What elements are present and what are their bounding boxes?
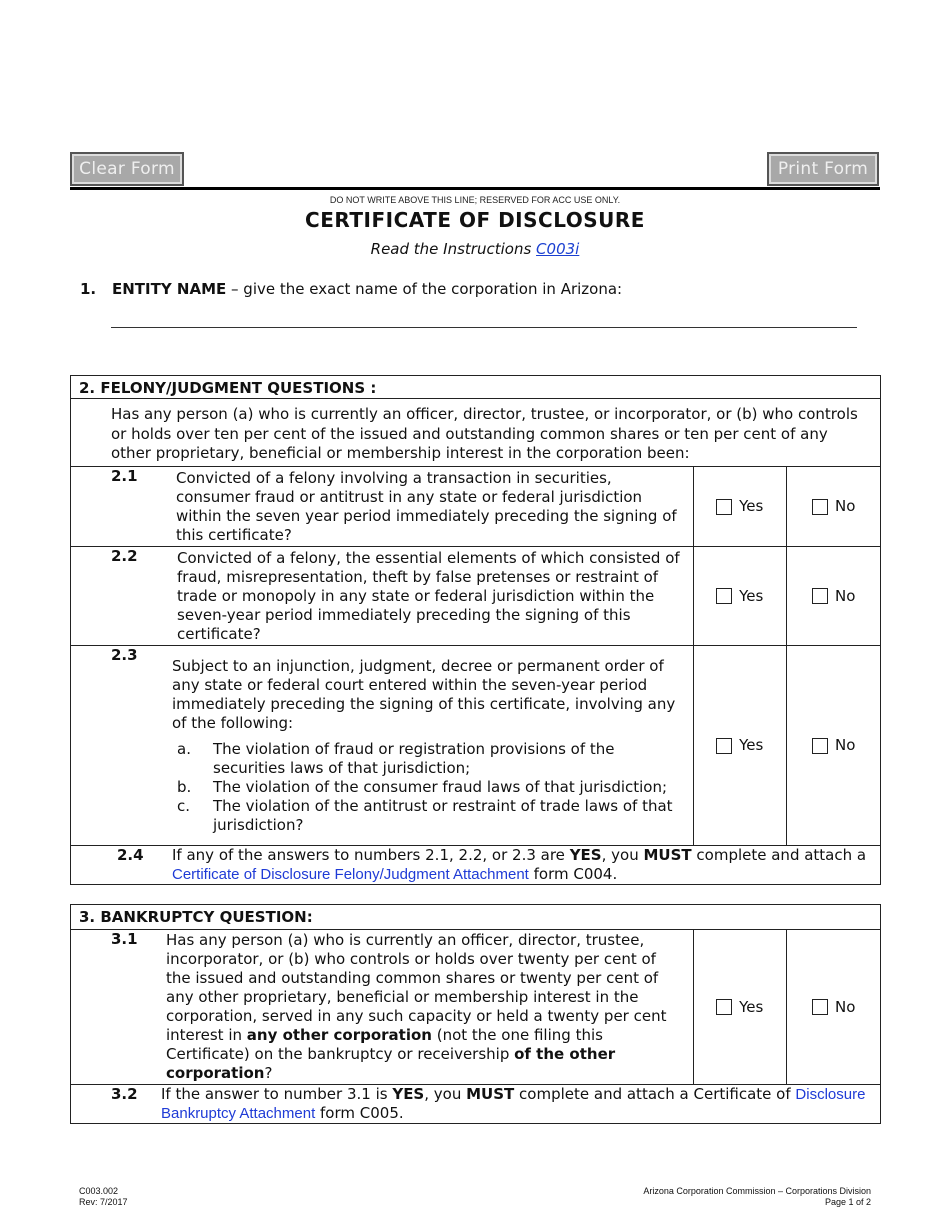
- q23-item-a: a. The violation of fraud or registration provisions of the securities laws of that jurisdiction;: [177, 739, 615, 777]
- question-2-4: 2.4 If any of the answers to numbers 2.1, 2.2, or 2.3 are YES, you MUST complete and attach a Certificate of Disclosure Felony/Judgment Attachment form C004.: [71, 846, 881, 885]
- question-3-1: [71, 930, 694, 1085]
- q31-no-cell: [787, 930, 881, 1085]
- question-3-2: 3.2 If the answer to number 3.1 is YES, you MUST complete and attach a Certificate of Disclosure Bankruptcy Attachment form C005.: [71, 1085, 881, 1124]
- bankruptcy-section: [70, 904, 881, 1124]
- q24-number: 2.4: [117, 846, 144, 864]
- felony-attachment-link[interactable]: Certificate of Disclosure Felony/Judgment Attachment: [172, 866, 529, 883]
- q31-number: 3.1: [111, 930, 138, 948]
- q22-no-label: No: [835, 586, 856, 605]
- q23-item-c: c. The violation of the antitrust or restraint of trade laws of that jurisdiction?: [177, 796, 673, 834]
- print-form-button[interactable]: Print Form: [767, 152, 879, 186]
- q21-yes-cell: [694, 467, 787, 547]
- q23-no-cell: [787, 646, 881, 846]
- q21-number: 2.1: [111, 467, 138, 485]
- footer-agency: Arizona Corporation Commission – Corporations Division Page 1 of 2: [643, 1186, 871, 1207]
- reserved-divider: [70, 187, 880, 190]
- q1-label: ENTITY NAME: [112, 280, 227, 298]
- q22-number: 2.2: [111, 547, 138, 565]
- q22-yes-checkbox[interactable]: [716, 588, 732, 604]
- q21-yes-checkbox[interactable]: [716, 499, 732, 515]
- section2-header: 2. FELONY/JUDGMENT QUESTIONS :: [71, 376, 881, 399]
- q1-text: – give the exact name of the corporation in Arizona:: [226, 280, 623, 298]
- section3-header: 3. BANKRUPTCY QUESTION:: [71, 905, 881, 930]
- instructions-line: [70, 240, 880, 258]
- instructions-prefix: Read the Instructions: [370, 240, 537, 258]
- q22-text: Convicted of a felony, the essential elements of which consisted of fraud, misrepresentation, theft by false pretenses or restraint of trade or monopoly in any state or federal jurisdiction within the seven-year period immediately preceding the signing of this certificate?: [177, 548, 680, 643]
- felony-judgment-section: [70, 375, 881, 885]
- question-2-2: [71, 547, 694, 646]
- q32-number: 3.2: [111, 1085, 138, 1103]
- q21-yes-label: Yes: [739, 497, 764, 515]
- q23-no-checkbox[interactable]: [812, 738, 828, 754]
- entity-name-question: [80, 280, 622, 298]
- q22-no-checkbox[interactable]: [812, 588, 828, 604]
- q23-yes-checkbox[interactable]: [716, 738, 732, 754]
- instructions-link[interactable]: C003i: [536, 240, 580, 258]
- question-2-1: [71, 467, 694, 547]
- q31-yes-checkbox[interactable]: [716, 999, 732, 1015]
- clear-form-button[interactable]: Clear Form: [70, 152, 184, 186]
- q23-no-label: No: [835, 736, 856, 754]
- q31-yes-label: Yes: [739, 997, 764, 1016]
- q31-no-label: No: [835, 997, 856, 1016]
- q21-text: Convicted of a felony involving a transaction in securities, consumer fraud or antitrust in any state or federal jurisdiction within the seven year period immediately preceding the signing of this certificate?: [176, 468, 677, 544]
- q21-no-label: No: [835, 497, 856, 515]
- q22-no-cell: [787, 547, 881, 646]
- q22-yes-cell: [694, 547, 787, 646]
- q22-yes-label: Yes: [739, 586, 764, 605]
- page-title: CERTIFICATE OF DISCLOSURE: [305, 208, 645, 232]
- q23-item-b: b. The violation of the consumer fraud laws of that jurisdiction;: [177, 777, 668, 796]
- reserved-note: DO NOT WRITE ABOVE THIS LINE; RESERVED FOR ACC USE ONLY.: [329, 195, 621, 205]
- footer-form-code: C003.002 Rev: 7/2017: [79, 1186, 128, 1207]
- q1-number: 1.: [80, 280, 97, 298]
- q23-yes-label: Yes: [739, 736, 764, 754]
- entity-name-field[interactable]: [111, 327, 857, 328]
- q21-no-checkbox[interactable]: [812, 499, 828, 515]
- q21-no-cell: [787, 467, 881, 547]
- bankruptcy-attachment-link[interactable]: Disclosure Bankruptcy Attachment: [161, 1086, 866, 1122]
- q31-yes-cell: [694, 930, 787, 1085]
- q23-text: Subject to an injunction, judgment, decree or permanent order of any state or federal court entered within the seven-year period immediately preceding the signing of this certificate, involving any of the following:: [172, 656, 676, 732]
- q31-text: Has any person (a) who is currently an officer, director, trustee, incorporator, or (b) who controls or holds over twenty per cent of the issued and outstanding common shares or twenty per cent of any other proprietary, beneficial or membership interest in the corporation, served in any such capacity or held a twenty per cent interest in any other corporation (not the one filing this Certificate) on the bankruptcy or receivership of the other corporation?: [166, 931, 667, 1082]
- question-2-3: [71, 646, 694, 846]
- q31-no-checkbox[interactable]: [812, 999, 828, 1015]
- q23-number: 2.3: [111, 646, 138, 664]
- section2-intro: Has any person (a) who is currently an officer, director, trustee, or incorporator, or (b) who controls or holds over ten per cent of the issued and outstanding common shares or ten per cent of any other proprietary, beneficial or membership interest in the corporation been:: [71, 399, 881, 467]
- q23-yes-cell: [694, 646, 787, 846]
